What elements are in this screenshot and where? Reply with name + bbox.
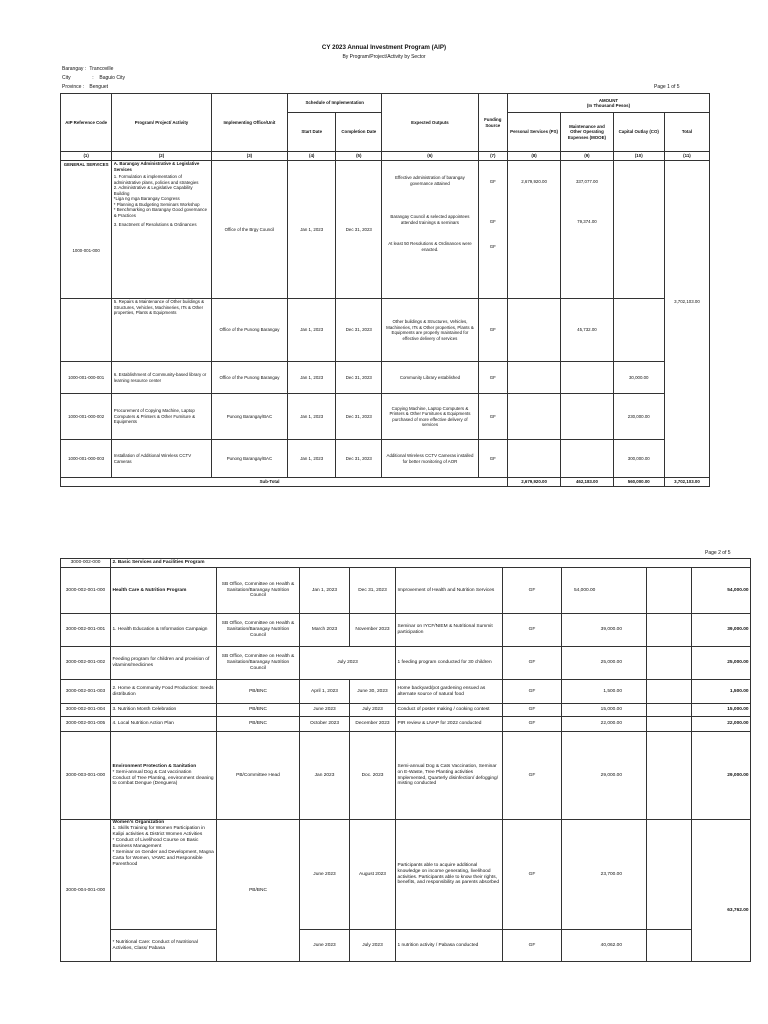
col-outputs: Expected Outputs — [382, 94, 478, 152]
col-start: Start Date — [288, 113, 336, 152]
table-row: 3000-002-001-003 2. Home & Community Food Production: Seeds distribution PB/BNC April 1, 2023 June 30, 2023 Home backyard/pot gardening ensued as alternate source of natural food GF 1,500.00 1,500.00 — [61, 680, 751, 704]
aip-page-1 — [0, 0, 768, 500]
table-row: 1000-001-000-001 6. Establishment of Community-based library or learning resource center Office of the Punong Barangay Jan 1, 2023 Dec 31, 2023 Community Library established GF 30,000.00 — [61, 362, 710, 394]
table-row: 5. Repairs & Maintenance of Other buildings & Structures, Vehicles, Machineries, ITs & Other properties, Plants & Equipments Office of the Punong Barangay Jan 1, 2023 Dec 31, 2023 Other buildings & Structures, Vehicles, Machineries, ITs & Other properties, Plants & Equipments are properly maintained for effective delivery of services GF 45,732.00 — [61, 299, 710, 362]
col-co: Capital Outlay (CO) — [613, 113, 664, 152]
col-aip-code: AIP Reference Code — [61, 94, 112, 152]
col-office: Implementing Office/Unit — [211, 94, 287, 152]
document-subtitle: By Program/Project/Activity by Sector — [342, 54, 426, 60]
column-number-row: (1) (2) (3) (4) (5) (6) (7) (8) (9) (10) (11) — [61, 152, 710, 161]
page-number: Page 2 of 5 — [705, 550, 731, 556]
table-row: * Nutritional Care: Conduct of Nutritional Activities, Class/ Pabasa June 2023 July 2023 1 nutrition activity / Pabasa conducted GF 40,062.00 — [61, 930, 751, 962]
sector-general-services: GENERAL SERVICES — [63, 162, 109, 167]
barangay-line: Barangay : Trancoville — [62, 66, 114, 72]
table-row: 3000-002-001-002 Feeding program for children and provision of vitamins/medicines SB Office, Committee on Health & Sanitation/Barangay Nutrition Council July 2023 1 feeding program conducted for 30 children GF 25,000.00 25,000.00 — [61, 647, 751, 680]
document-title: CY 2023 Annual Investment Program (AIP) — [321, 44, 447, 51]
table-row: 3000-002-001-000 Health Care & Nutrition Program SB Office, Committee on Health & Sanitation/Barangay Nutrition Council Jan 1, 2023 Dec 31, 2023 Improvement of Health and Nutrition Services GF 54,000.00 54,000.00 — [61, 568, 751, 614]
total-cell: 3,702,103.00 — [674, 298, 700, 304]
barangay-value: Trancoville — [89, 66, 114, 72]
col-schedule: Schedule of Implementation — [288, 94, 382, 113]
aip-code: 1000-001-000 — [72, 247, 100, 253]
city-value: Baguio City — [99, 75, 125, 81]
table-row: 1000-001-000-003 Installation of Additional Wireless CCTV Cameras Punong Barangay/BAC Jan 1, 2023 Dec 31, 2023 Additional Wireless CCTV Cameras installed for better monitoring of AOR GF 300,000.00 — [61, 440, 710, 478]
aip-table-1 — [60, 93, 710, 487]
table-row: 3000-002-001-005 4. Local Nutrition Action Plan PB/BNC October 2023 December 2023 PIR review & LNAP for 2022 conducted GF 22,000.00 22,000.00 — [61, 717, 751, 732]
col-mooe: Maintenance and Other Operating Expenses (MOOE) — [561, 113, 613, 152]
table-row: 3000-002-001-004 3. Nutrition Month Celebration PB/BNC June 2023 July 2023 Conduct of poster making / cooking contest GF 15,000.00 15,000.00 — [61, 704, 751, 717]
province-value: Benguet — [89, 84, 109, 90]
table-row: 3000-003-001-000 Environment Protection & Sanitation * Semi-annual Dog & Cat vaccination Conduct of Tree Planting, environment cleaning to combat Dengue (Denguera) PB/Committee Head Jan 2023 Doc. 2023 Semi-annual Dog & Cats Vaccination, Seminar on E-Waste, Tree Planting activities Implemented, Quarterly disinfection/ defogging/ misting conducted GF 29,000.00 29,000.00 — [61, 732, 751, 820]
col-amount: AMOUNT (In Thousand Pesos) — [507, 94, 709, 113]
table-row: 3000-002-001-001 1. Health Education & Information Campaign SB Office, Committee on Health & Sanitation/Barangay Nutrition Council March 2023 November 2023 Seminar on IYCF/NIEM & Nutritional Summit participation GF 39,000.00 39,000.00 — [61, 614, 751, 647]
table-row: 3000-004-001-000 Women's Organization 1. Skills Training for Women Participation in Kalipi activities & District Women Activities * Conduct of Livelihood Course on Basic Business Management * Seminar on Gender and Development, Magna Carta for Women, VAWC and Responsible Parenthood PB/BNC June 2023 August 2023 Participants able to acquire additional knowledge on income generating, livelihood activities. Participants able to know their rights, benefits, and responsibility as parents absorbed GF 23,700.00 63,762.00 — [61, 820, 751, 930]
aip-table-2 — [60, 558, 751, 962]
col-funding: Funding Source — [478, 94, 507, 152]
col-ps: Personal Services (PS) — [507, 113, 560, 152]
subtotal-row: Sub-Total 2,679,920.00 462,183.00 560,000.00 3,702,103.00 — [61, 478, 710, 487]
province-line: Province : Benguet — [62, 84, 109, 90]
col-total: Total — [664, 113, 709, 152]
basic-services-rows — [61, 568, 751, 732]
col-completion: Completion Date — [336, 113, 382, 152]
table-row: GENERAL SERVICES 1000-001-000 A. Barangay Administrative & Legislative Services 1. Formulation & implementation of administrative plans, policies and strategies 2. Administrative & Legislative Capability Building *Liga ng mga Barangay Congress * Planning & Budgeting Seminars Workshop * Benchmarking on Barangay Good governance & Practices 3. Enactment of Resolutions & Ordinances Office of the Brgy Council Jan 1, 2023 Dec 31, 2023 Effective administration of barangay governance attained Barangay Council & selected appointees attended trainings & seminars At least 50 Resolutions & Ordinances were enacted. GF GF GF 2,679,920.00 337,077.00 79,374.00 3,702,103.00 — [61, 161, 710, 299]
sector-row: 3000-002-000 2. Basic Services and Facilities Program — [61, 559, 751, 568]
city-line: City : Baguio City — [62, 75, 125, 81]
col-ppa: Program/ Project/ Activity — [112, 94, 211, 152]
table-row: 1000-001-000-002 Procurement of Copying Machine, Laptop Computers & Printers & Other Furniture & Equipments Punong Barangay/BAC Jan 1, 2023 Dec 31, 2023 Copying Machine, Laptop Computers & Printers & Other Furnitures & Equipments purchased of more effective delivery of services GF 230,000.00 — [61, 394, 710, 440]
page-number: Page 1 of 5 — [654, 84, 680, 90]
aip-page-2 — [0, 540, 768, 1024]
